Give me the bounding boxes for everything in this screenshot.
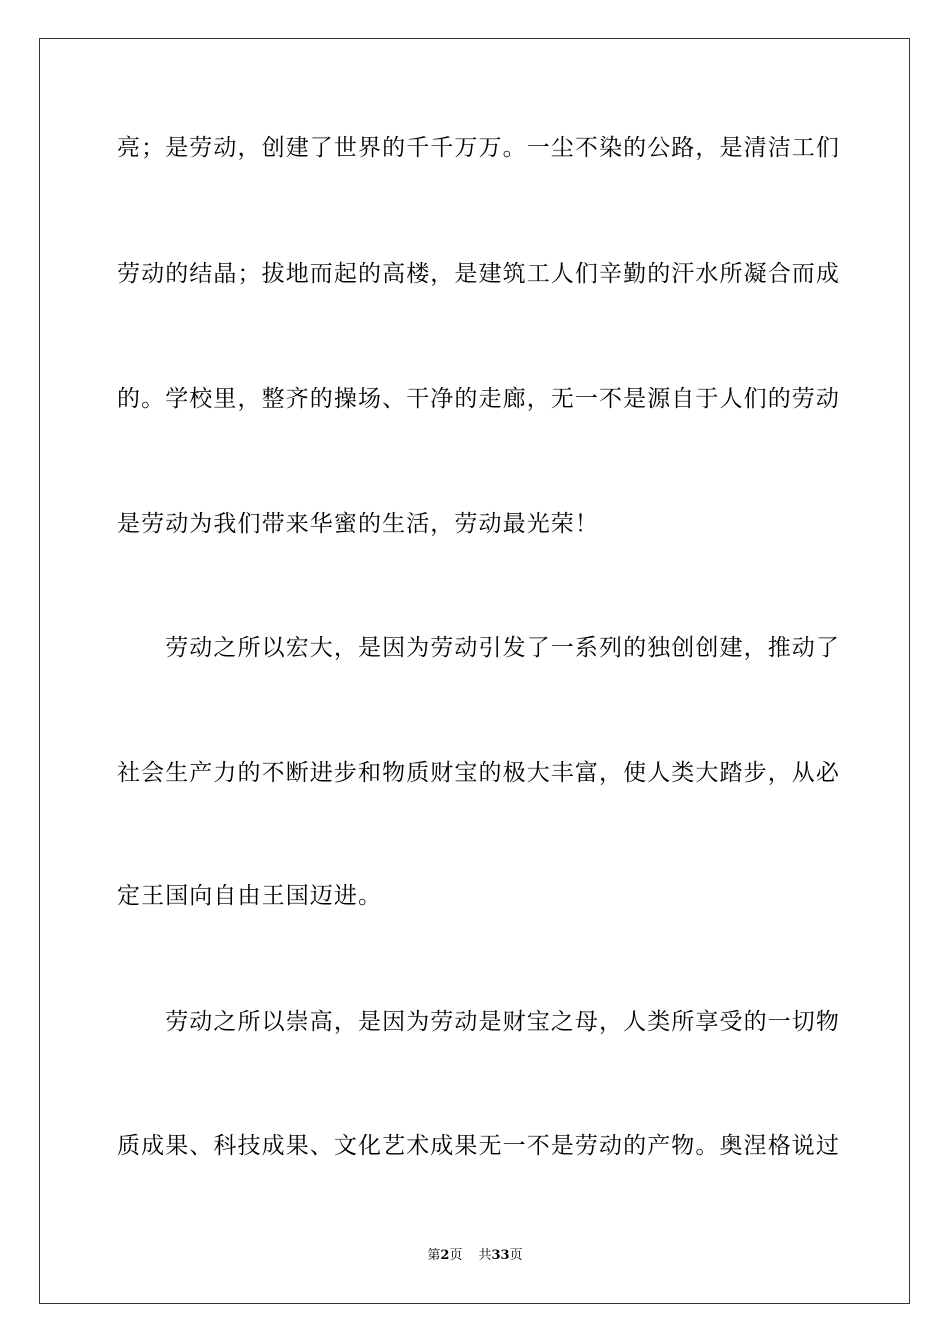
text-line-8: 劳动之所以崇高，是因为劳动是财宝之母，人类所享受的一切物 xyxy=(117,1009,840,1035)
page-suffix: 页 xyxy=(449,1248,463,1263)
page-footer xyxy=(0,1247,950,1265)
text-line-5: 劳动之所以宏大，是因为劳动引发了一系列的独创创建，推动了 xyxy=(117,635,840,661)
text-line-2: 劳动的结晶；拔地而起的高楼，是建筑工人们辛勤的汗水所凝合而成 xyxy=(117,261,840,287)
text-line-1: 亮；是劳动，创建了世界的千千万万。一尘不染的公路，是清洁工们 xyxy=(117,135,840,161)
total-suffix: 页 xyxy=(509,1248,523,1263)
text-line-9: 质成果、科技成果、文化艺术成果无一不是劳动的产物。奥涅格说过 xyxy=(117,1133,840,1159)
text-line-6: 社会生产力的不断进步和物质财宝的极大丰富，使人类大踏步，从必 xyxy=(117,760,840,786)
page-border xyxy=(39,38,910,1304)
total-prefix: 共 xyxy=(478,1248,492,1263)
total-pages: 33 xyxy=(491,1248,510,1263)
text-line-4: 是劳动为我们带来华蜜的生活，劳动最光荣！ xyxy=(117,511,599,537)
page-number: 2 xyxy=(440,1248,450,1263)
page-prefix: 第 xyxy=(427,1248,441,1263)
text-line-7: 定王国向自由王国迈进。 xyxy=(117,883,383,909)
text-line-3: 的。学校里，整齐的操场、干净的走廊，无一不是源自于人们的劳动 xyxy=(117,386,840,412)
